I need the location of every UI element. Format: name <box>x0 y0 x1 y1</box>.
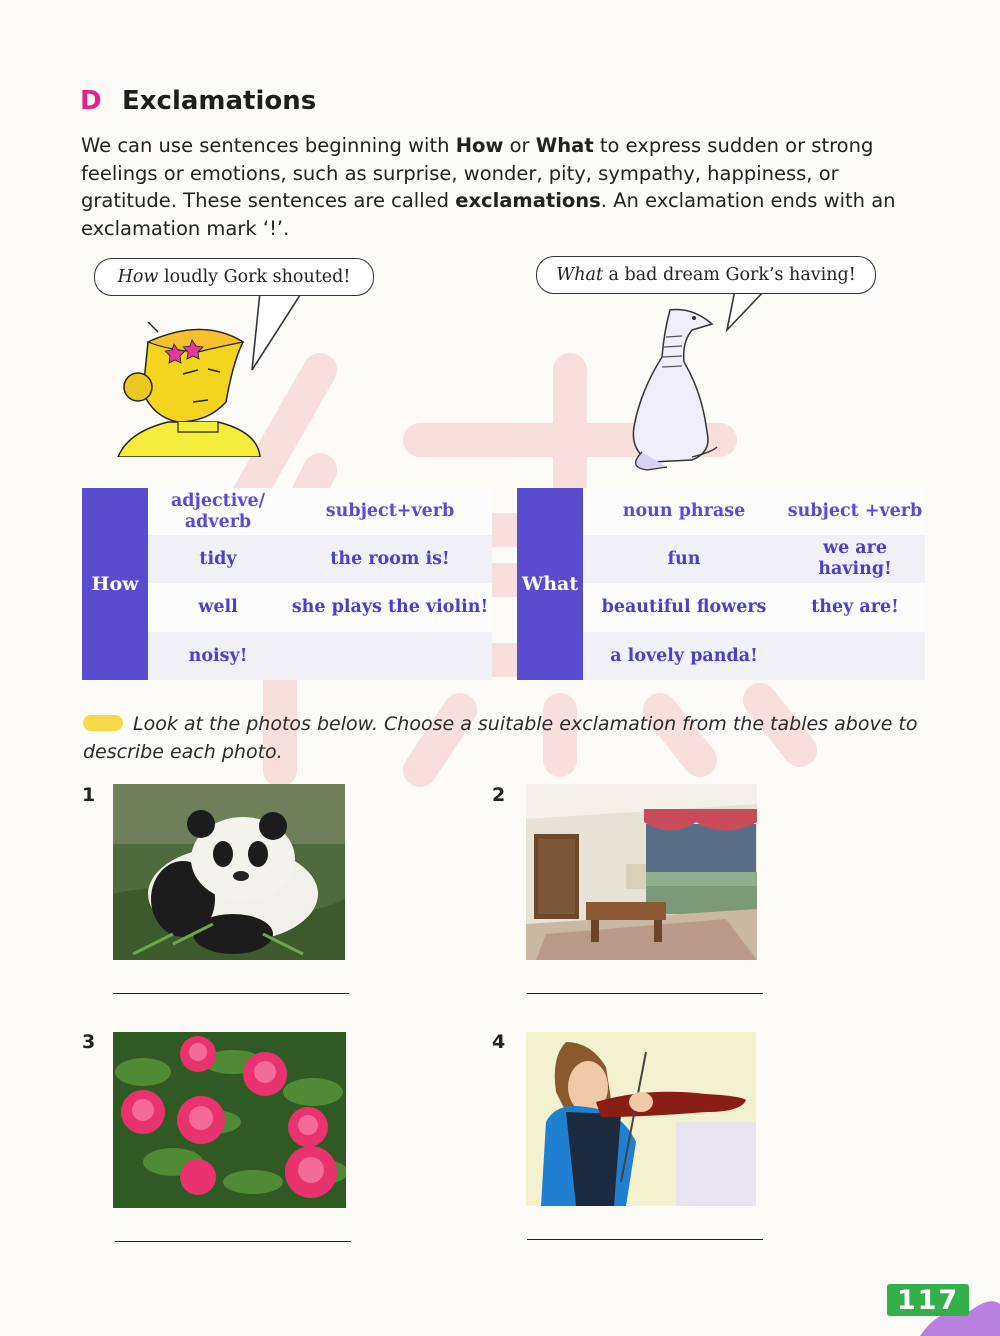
how-cell: noisy! <box>188 645 248 666</box>
what-cell: they are! <box>811 597 899 617</box>
section-letter: D <box>80 86 102 116</box>
how-cell: tidy <box>199 548 237 569</box>
section-title: Exclamations <box>122 86 317 116</box>
speech-bubble-right: What a bad dream Gork’s having! <box>536 256 876 294</box>
what-cell: beautiful flowers <box>601 597 767 617</box>
page-number: 117 <box>887 1284 969 1316</box>
instruction-text: Look at the photos below. Choose a suitable exclamation from the tables above to describe each photo. <box>83 713 918 763</box>
photo-number-4: 4 <box>492 1031 506 1053</box>
intro-paragraph: We can use sentences beginning with How or What to express sudden or strong feelings or emotions, such as surprise, wonder, pity, sympathy, happiness, or gratitude. These sentences are called exclamations. An exclamation ends with an exclamation mark ‘!’. <box>81 134 896 240</box>
bubble-tail-left <box>240 290 320 380</box>
how-header-subject-verb: subject+verb <box>325 501 455 521</box>
how-cell: the room is! <box>330 548 450 569</box>
how-cell: she plays the violin! <box>291 597 489 617</box>
what-cell: a lovely panda! <box>610 645 758 666</box>
speech-bubble-left: How loudly Gork shouted! <box>94 258 374 296</box>
what-cell: fun <box>667 548 701 569</box>
what-table-label: What <box>517 488 583 680</box>
how-table-label: How <box>82 488 148 680</box>
what-header-noun-phrase: noun phrase <box>622 501 746 521</box>
answer-line-3[interactable] <box>115 1241 351 1242</box>
how-cell: well <box>198 597 238 617</box>
kangaroo-illustration <box>622 302 722 472</box>
what-cell: we are having! <box>818 538 892 579</box>
answer-line-1[interactable] <box>113 993 349 994</box>
photo-number-3: 3 <box>82 1031 96 1053</box>
flowers-photo <box>113 1032 346 1208</box>
pencil-icon <box>83 715 123 731</box>
bubble-tail-right <box>715 288 775 338</box>
answer-line-4[interactable] <box>527 1239 763 1240</box>
photo-number-1: 1 <box>82 784 96 806</box>
violin-photo <box>526 1032 756 1206</box>
photo-number-2: 2 <box>492 784 506 806</box>
what-header-subject-verb: subject +verb <box>787 501 923 521</box>
living-room-photo <box>526 784 757 960</box>
how-header-adjective: adjective/ adverb <box>170 490 266 532</box>
panda-photo <box>113 784 345 960</box>
answer-line-2[interactable] <box>527 993 763 994</box>
